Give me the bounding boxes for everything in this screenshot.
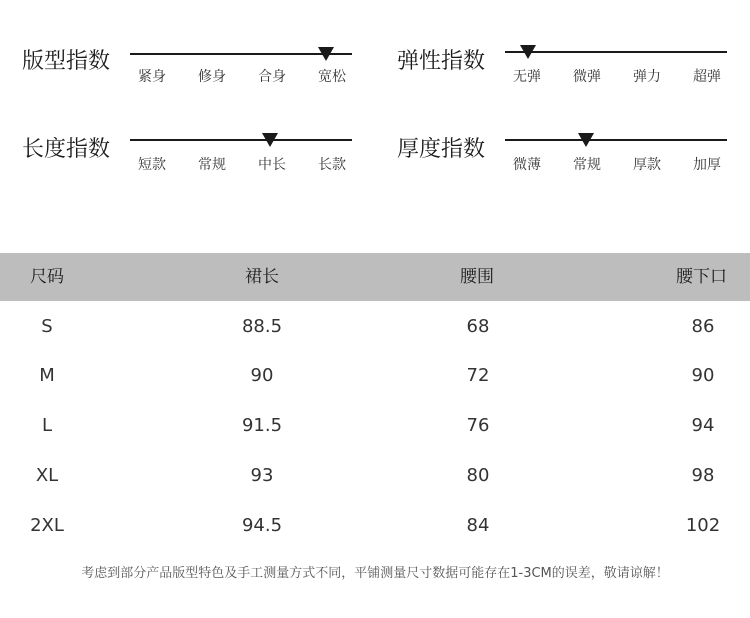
header-waist: 腰围: [460, 267, 494, 287]
index-label: 修身: [198, 69, 226, 85]
index-title: 版型指数: [22, 49, 111, 74]
index-label: 微薄: [513, 157, 541, 173]
cell-waist: 68: [466, 316, 490, 337]
table-row: [0, 501, 750, 551]
index-title: 弹性指数: [397, 49, 486, 74]
index-scale-line: [505, 139, 727, 141]
index-label: 弹力: [633, 69, 661, 85]
size-table-header: [0, 253, 750, 301]
cell-waist: 80: [466, 465, 490, 486]
table-row: [0, 351, 750, 401]
index-title: 厚度指数: [397, 137, 486, 162]
index-scale-line: [130, 139, 352, 141]
table-row: [0, 401, 750, 451]
cell-waist: 72: [466, 365, 490, 386]
cell-waist: 76: [466, 415, 490, 436]
cell-skirt-length: 88.5: [241, 316, 283, 337]
index-marker-icon: [318, 47, 334, 61]
cell-size: XL: [35, 465, 59, 486]
cell-skirt-length: 90: [250, 365, 274, 386]
cell-skirt-length: 94.5: [241, 515, 283, 536]
index-label: 宽松: [318, 69, 346, 85]
index-marker-icon: [578, 133, 594, 147]
cell-hem: 98: [691, 465, 715, 486]
index-label: 长款: [318, 157, 346, 173]
index-labels: [138, 154, 346, 174]
index-title: 长度指数: [22, 137, 111, 162]
index-label: 加厚: [693, 157, 721, 173]
index-label: 紧身: [138, 69, 166, 85]
index-label: 无弹: [513, 69, 541, 85]
index-labels: [513, 66, 721, 86]
measurement-disclaimer: 考虑到部分产品版型特色及手工测量方式不同，平铺测量尺寸数据可能存在1-3CM的误差，敬请谅解！: [81, 566, 669, 581]
index-label: 微弹: [573, 69, 601, 85]
index-label: 厚款: [633, 157, 661, 173]
cell-size: M: [39, 365, 55, 386]
cell-size: 2XL: [30, 515, 64, 536]
cell-hem: 90: [691, 365, 715, 386]
header-size: 尺码: [30, 267, 64, 287]
cell-skirt-length: 91.5: [241, 415, 283, 436]
index-label: 常规: [198, 157, 226, 173]
index-scale-line: [505, 51, 727, 53]
index-label: 常规: [573, 157, 601, 173]
cell-skirt-length: 93: [250, 465, 274, 486]
index-marker-icon: [262, 133, 278, 147]
index-marker-icon: [520, 45, 536, 59]
cell-hem: 102: [685, 515, 721, 536]
table-row: [0, 302, 750, 352]
index-label: 合身: [258, 69, 286, 85]
index-labels: [138, 66, 346, 86]
cell-hem: 86: [691, 316, 715, 337]
index-label: 中长: [258, 157, 286, 173]
cell-waist: 84: [466, 515, 490, 536]
cell-size: L: [41, 415, 53, 436]
index-labels: [513, 154, 721, 174]
header-hem: 腰下口: [676, 267, 727, 287]
cell-hem: 94: [691, 415, 715, 436]
cell-size: S: [41, 316, 53, 337]
header-skirt-length: 裙长: [245, 267, 279, 287]
table-row: [0, 451, 750, 501]
index-label: 超弹: [693, 69, 721, 85]
index-label: 短款: [138, 157, 166, 173]
